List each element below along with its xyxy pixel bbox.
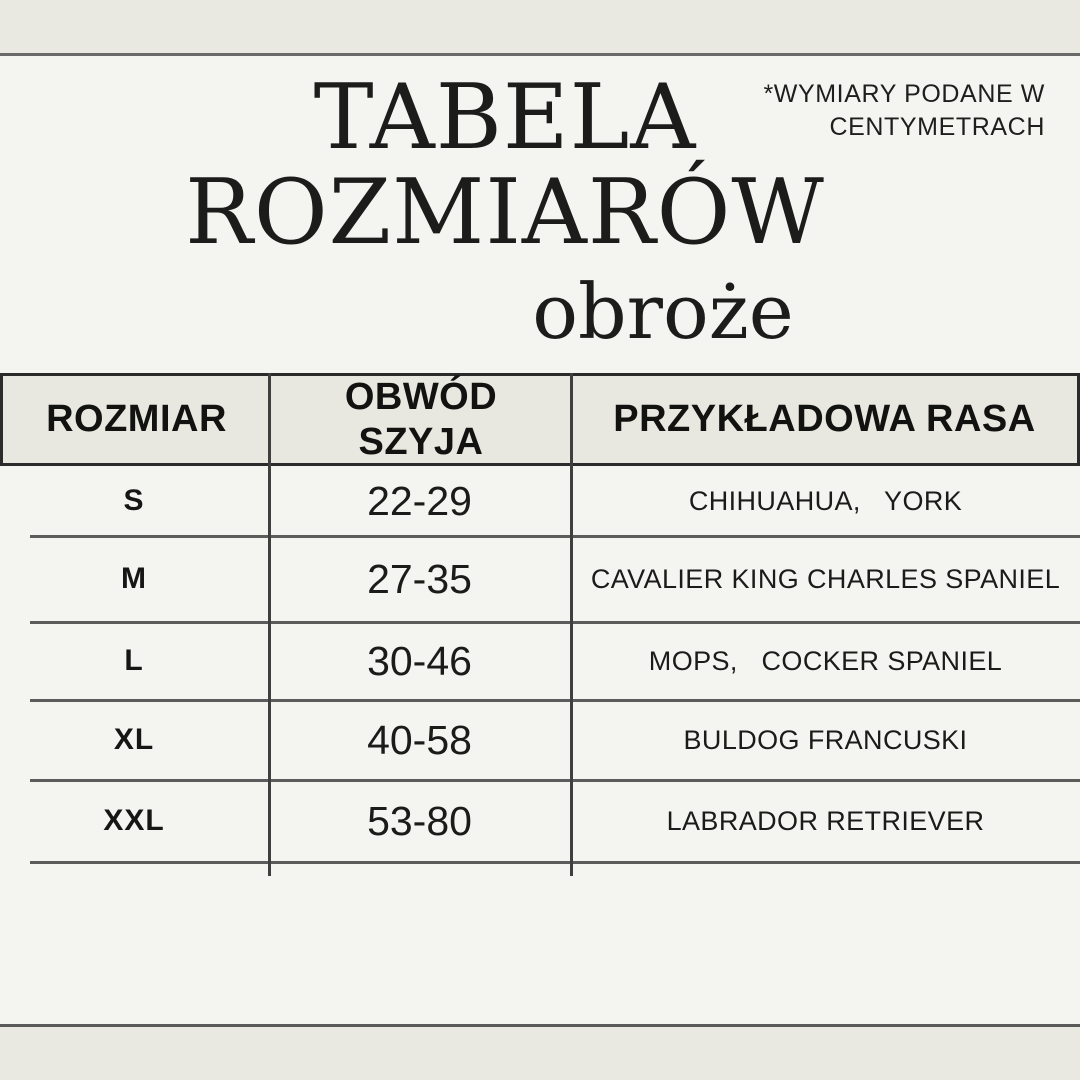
cell-neck-range: 30-46 [367, 637, 472, 684]
table-body [0, 466, 1080, 862]
cell-neck-range: 53-80 [367, 797, 472, 844]
cell-size: S [123, 484, 145, 517]
cell-size: XL [113, 723, 155, 756]
column-header-rozmiar: ROZMIAR [46, 398, 227, 440]
cell-breeds: BULDOG FRANCUSKI [683, 724, 968, 755]
column-header-obwod-szyja [270, 376, 572, 463]
page-title-line1: TABELA [313, 65, 697, 170]
table-row-l [0, 622, 1080, 700]
cell-neck-range: 27-35 [367, 555, 472, 602]
table-row-s [0, 466, 1080, 536]
cell-breeds: CHIHUAHUA, YORK [688, 485, 963, 516]
column-header-obwod-szyja-line1: OBWÓD [344, 375, 498, 418]
cell-size: XXL [103, 804, 165, 837]
cell-size: M [121, 562, 147, 595]
column-header-przykladowa-rasa: PRZYKŁADOWA RASA [613, 398, 1036, 440]
page-subtitle: obroże [532, 267, 794, 356]
page-title [145, 65, 865, 265]
cell-size: L [124, 644, 144, 677]
cell-breeds: CAVALIER KING CHARLES SPANIEL [590, 563, 1061, 594]
cell-breeds: LABRADOR RETRIEVER [666, 805, 985, 836]
column-header-obwod-szyja-line2: SZYJA [358, 420, 484, 463]
column-divider-line-2 [570, 373, 573, 876]
table-row-xl [0, 700, 1080, 780]
column-divider-line-1 [268, 373, 271, 876]
units-note-line2: CENTYMETRACH [829, 113, 1045, 141]
cell-neck-range: 40-58 [367, 716, 472, 763]
table-row-m [0, 536, 1080, 622]
table-row-xxl [0, 780, 1080, 862]
cell-neck-range: 22-29 [367, 477, 472, 524]
table-header-row [0, 373, 1080, 466]
page-title-line2: ROZMIARÓW [185, 160, 825, 265]
cell-breeds: MOPS, COCKER SPANIEL [648, 645, 1003, 676]
units-note-line1: *WYMIARY PODANE W [763, 80, 1045, 108]
row-divider-line [30, 861, 1080, 864]
top-decorative-band [0, 0, 1080, 56]
bottom-decorative-band [0, 1024, 1080, 1080]
